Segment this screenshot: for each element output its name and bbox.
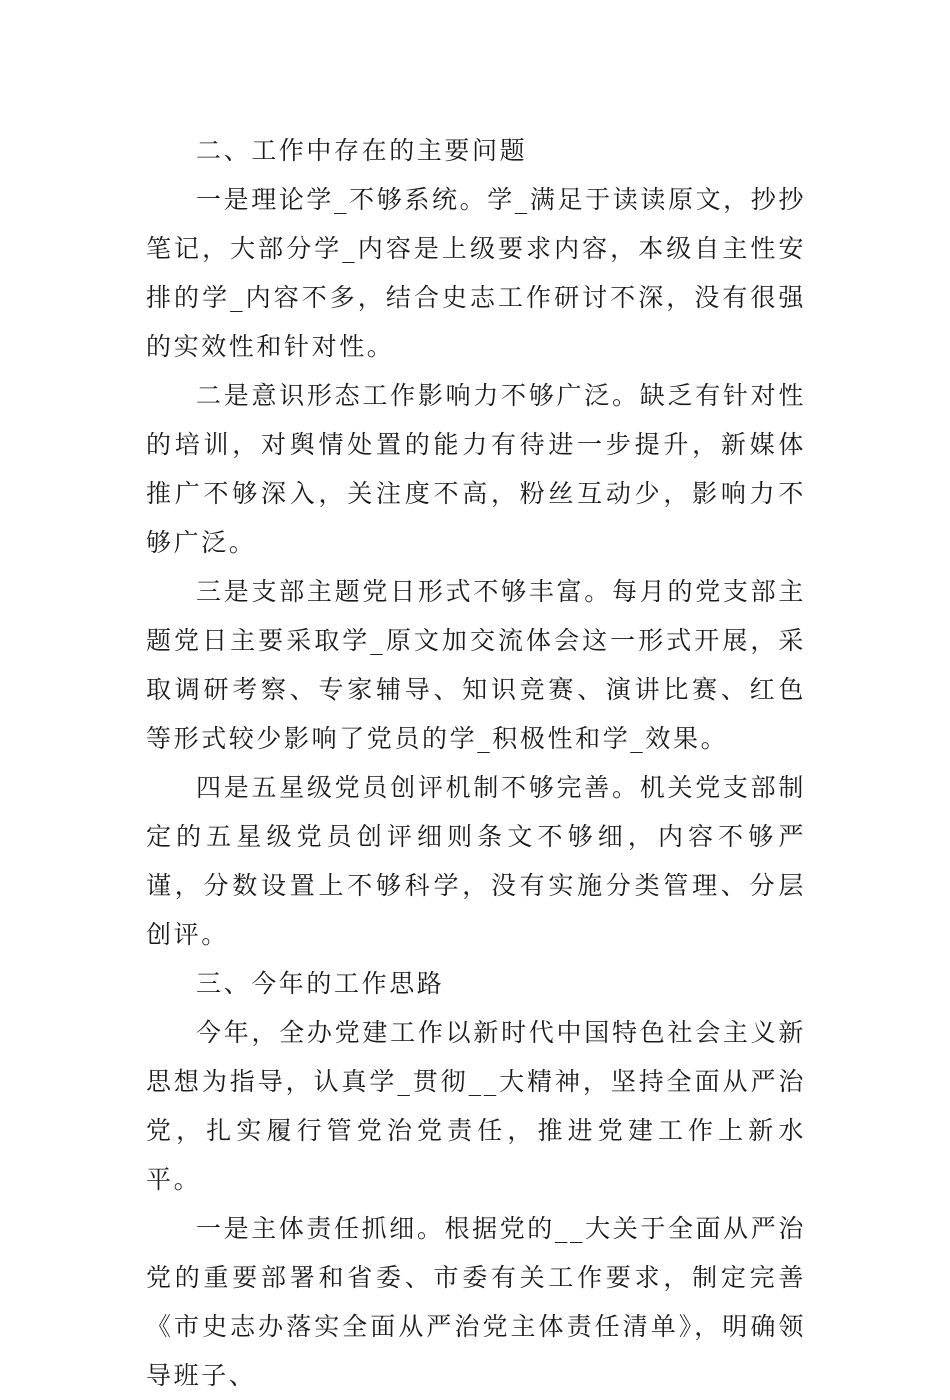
paragraph-theory-study: 一是理论学_不够系统。学_满足于读读原文，抄抄笔记，大部分学_内容是上级要求内容，本级自主性安排的学_内容不多，结合史志工作研讨不深，没有很强的实效性和针对性。: [146, 185, 806, 361]
paragraph-party-day: 三是支部主题党日形式不够丰富。每月的党支部主题党日主要采取学_原文加交流体会这一形式开展，采取调研考察、专家辅导、知识竞赛、演讲比赛、红色等形式较少影响了党员的学_积极性和学_效果。: [146, 577, 806, 753]
section-heading-problems: 二、工作中存在的主要问题: [196, 136, 528, 165]
paragraph-five-star-evaluation: 四是五星级党员创评机制不够完善。机关党支部制定的五星级党员创评细则条文不够细，内容不够严谨，分数设置上不够科学，没有实施分类管理、分层创评。: [146, 773, 806, 949]
paragraph-main-responsibility: 一是主体责任抓细。根据党的__大关于全面从严治党的重要部署和省委、市委有关工作要求，制定完善《市史志办落实全面从严治党主体责任清单》，明确领导班子、: [146, 1214, 806, 1390]
document-body: [146, 126, 806, 1400]
paragraph-this-year: 今年，全办党建工作以新时代中国特色社会主义新思想为指导，认真学_贯彻__大精神，坚持全面从严治党，扎实履行管党治党责任，推进党建工作上新水平。: [146, 1018, 806, 1194]
section-heading-work-plan: 三、今年的工作思路: [196, 969, 445, 998]
paragraph-ideology-work: 二是意识形态工作影响力不够广泛。缺乏有针对性的培训，对舆情处置的能力有待进一步提升，新媒体推广不够深入，关注度不高，粉丝互动少，影响力不够广泛。: [146, 381, 806, 557]
